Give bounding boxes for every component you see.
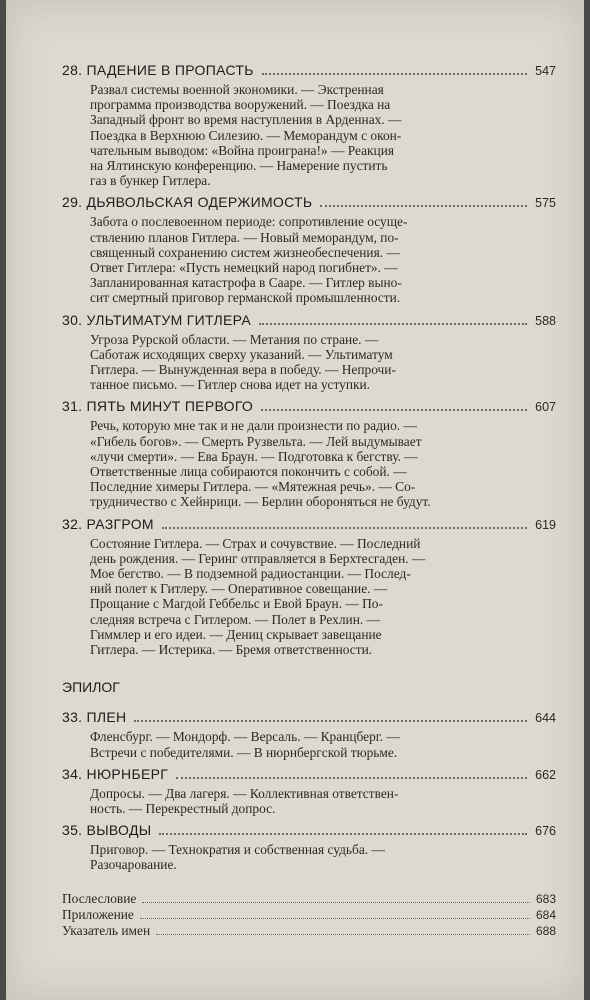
summary-line: Мое бегство. — В подземной радиостанции. — Послед- <box>90 566 411 582</box>
summary-line: на Ялтинскую конференцию. — Намерение пустить <box>90 158 388 174</box>
chapter-title: 31. ПЯТЬ МИНУТ ПЕРВОГО <box>62 398 254 415</box>
chapter-heading <box>62 709 556 729</box>
chapter-summary <box>90 842 526 872</box>
epilogue-heading: ЭПИЛОГ <box>62 679 120 696</box>
chapter-page-number: 607 <box>535 400 556 415</box>
chapter-heading <box>62 398 556 418</box>
summary-line: сит смертный приговор германской промышленности. <box>90 290 401 306</box>
back-matter-row <box>62 907 556 923</box>
chapter-page-number: 644 <box>535 711 556 726</box>
back-matter-label: Указатель имен <box>62 922 151 938</box>
toc-chapter <box>62 398 556 509</box>
chapter-heading <box>62 822 556 842</box>
dot-leader <box>262 73 527 75</box>
dot-leader <box>261 409 527 411</box>
toc-chapter <box>62 194 556 305</box>
chapter-page-number: 676 <box>535 824 556 839</box>
summary-line: Саботаж исходящих сверху указаний. — Ультиматум <box>90 346 393 362</box>
chapter-title: 32. РАЗГРОМ <box>62 515 154 532</box>
summary-line: Ответ Гитлера: «Пусть немецкий народ погибнет». — <box>90 260 398 276</box>
back-matter-page-number: 684 <box>535 907 556 922</box>
book-page <box>6 0 584 1000</box>
chapter-title: 33. ПЛЕН <box>62 709 127 726</box>
summary-line: священный сохранению систем жизнеобеспечения. — <box>90 244 400 260</box>
dot-leader <box>320 205 527 207</box>
back-matter-row <box>62 891 556 907</box>
summary-line: Гитлера. — Вынужденная вера в победу. — Непрочи- <box>90 362 396 378</box>
chapter-summary <box>90 332 526 393</box>
summary-line: Последние химеры Гитлера. — «Мятежная речь». — Со- <box>90 479 416 495</box>
summary-line: Западный фронт во время наступления в Арденнах. — <box>90 112 402 128</box>
summary-line: Речь, которую мне так и не дали произнести по радио. — <box>90 418 417 434</box>
summary-line: «лучи смерти». — Ева Браун. — Подготовка к бегству. — <box>90 448 418 464</box>
summary-line: ность. — Перекрестный допрос. <box>90 800 276 816</box>
chapter-title: 29. ДЬЯВОЛЬСКАЯ ОДЕРЖИМОСТЬ <box>62 194 313 211</box>
summary-line: Поездка в Верхнюю Силезию. — Меморандум с окон- <box>90 127 402 143</box>
dot-leader <box>134 720 527 722</box>
chapter-heading <box>62 62 556 82</box>
dot-leader <box>156 934 530 935</box>
dot-leader <box>176 777 527 779</box>
chapter-title: 30. УЛЬТИМАТУМ ГИТЛЕРА <box>62 311 252 328</box>
back-matter-row <box>62 923 556 939</box>
back-matter-page-number: 683 <box>535 891 556 906</box>
summary-line: чательным выводом: «Война проиграна!» — Реакция <box>90 142 395 158</box>
summary-line: Фленсбург. — Мондорф. — Версаль. — Кранцберг. — <box>90 729 400 745</box>
summary-line: Приговор. — Технократия и собственная судьба. — <box>90 842 385 858</box>
chapter-heading <box>62 194 556 214</box>
chapter-summary <box>90 82 526 188</box>
back-matter-label: Послесловие <box>62 890 137 906</box>
dot-leader <box>140 918 530 919</box>
chapter-title: 35. ВЫВОДЫ <box>62 822 152 839</box>
chapter-heading <box>62 516 556 536</box>
summary-line: Встречи с победителями. — В нюрнбергской тюрьме. <box>90 744 398 760</box>
back-matter-label: Приложение <box>62 906 134 922</box>
dot-leader <box>162 527 527 529</box>
summary-line: Допросы. — Два лагеря. — Коллективная ответствен- <box>90 785 399 801</box>
summary-line: ний полет к Гитлеру. — Оперативное совещание. — <box>90 581 388 597</box>
chapter-page-number: 662 <box>535 767 556 782</box>
summary-line: «Гибель богов». — Смерть Рузвельта. — Лей выдумывает <box>90 433 422 449</box>
toc-chapter <box>62 312 556 393</box>
chapter-summary <box>90 786 526 816</box>
chapter-page-number: 547 <box>535 64 556 78</box>
dot-leader <box>259 323 527 325</box>
back-matter-page-number: 688 <box>535 923 556 938</box>
toc-chapter <box>62 766 556 816</box>
chapter-summary <box>90 536 526 658</box>
table-of-contents <box>62 62 556 939</box>
summary-line: Прощание с Магдой Геббельс и Евой Браун. — По- <box>90 596 383 612</box>
summary-line: Забота о послевоенном периоде: сопротивление осуще- <box>90 214 408 230</box>
summary-line: Запланированная катастрофа в Сааре. — Гитлер выно- <box>90 275 402 291</box>
chapter-heading <box>62 766 556 786</box>
chapter-summary <box>90 214 526 305</box>
chapter-title: 28. ПАДЕНИЕ В ПРОПАСТЬ <box>62 62 254 78</box>
summary-line: танное письмо. — Гитлер снова идет на уступки. <box>90 377 371 393</box>
toc-chapter <box>62 516 556 658</box>
chapter-page-number: 619 <box>535 517 556 532</box>
summary-line: трудничество с Хейнрици. — Берлин обороняться не будут. <box>90 494 431 510</box>
summary-line: Гитлера. — Истерика. — Бремя ответственности. <box>90 642 373 658</box>
dot-leader <box>159 833 527 835</box>
summary-line: Гиммлер и его идеи. — Дениц скрывает завещание <box>90 626 382 642</box>
dot-leader <box>142 902 530 903</box>
chapter-page-number: 588 <box>535 313 556 328</box>
chapter-summary <box>90 418 526 509</box>
summary-line: программа производства вооружений. — Поездка на <box>90 97 391 113</box>
summary-line: Развал системы военной экономики. — Экстренная <box>90 82 384 97</box>
summary-line: день рождения. — Геринг отправляется в Берхтесгаден. — <box>90 550 426 566</box>
chapter-heading <box>62 312 556 332</box>
back-matter <box>62 891 556 939</box>
summary-line: Угроза Рурской области. — Метания по стране. — <box>90 331 379 347</box>
toc-chapter <box>62 62 556 188</box>
summary-line: следняя встреча с Гитлером. — Полет в Рехлин. — <box>90 611 380 627</box>
chapter-summary <box>90 729 526 759</box>
chapter-page-number: 575 <box>535 196 556 211</box>
summary-line: Разочарование. <box>90 857 177 873</box>
summary-line: газ в бункер Гитлера. <box>90 173 211 189</box>
toc-chapter <box>62 709 556 759</box>
chapter-title: 34. НЮРНБЕРГ <box>62 765 169 782</box>
summary-line: Состояние Гитлера. — Страх и сочувствие. — Последний <box>90 535 421 551</box>
toc-chapter <box>62 822 556 872</box>
summary-line: ствлению планов Гитлера. — Новый меморандум, по- <box>90 229 399 245</box>
summary-line: Ответственные лица собираются покончить с собой. — <box>90 464 407 480</box>
